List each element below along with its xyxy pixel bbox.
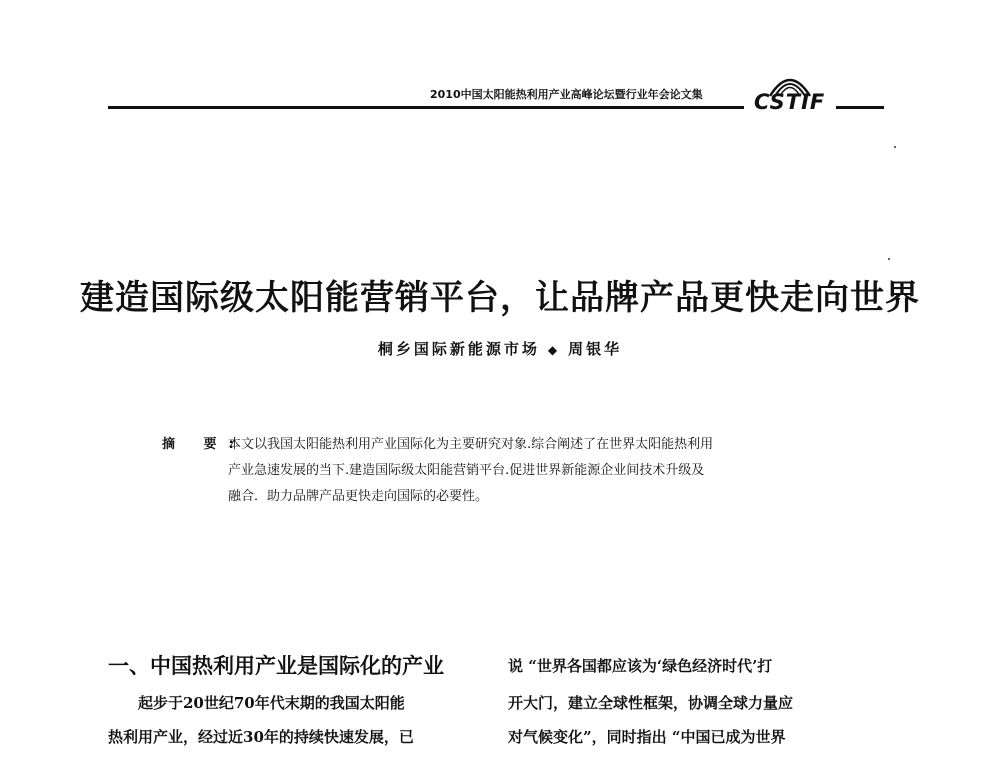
article-title: 建造国际级太阳能营销平台，让品牌产品更快走向世界 bbox=[80, 278, 920, 318]
header-rule-left bbox=[108, 106, 744, 109]
scan-speck bbox=[894, 146, 896, 148]
body-line: 开大门，建立全球性框架，协调全球力量应 bbox=[508, 694, 794, 712]
body-column-left bbox=[108, 646, 480, 754]
byline bbox=[0, 338, 1000, 359]
abstract-line: 融合．助力品牌产品更快走向国际的必要性。 bbox=[228, 489, 489, 504]
byline-organization: 桐乡国际新能源市场 bbox=[377, 340, 540, 358]
abstract-label: 摘 要: bbox=[162, 437, 246, 452]
byline-author: 周银华 bbox=[568, 340, 623, 358]
section-heading: 一、中国热利用产业是国际化的产业 bbox=[108, 653, 444, 678]
abstract-line: 产业急速发展的当下.建造国际级太阳能营销平台.促进世界新能源企业间技术升级及 bbox=[228, 463, 705, 478]
body-line: 说 “世界各国都应该为‘绿色经济时代’打 bbox=[508, 657, 773, 675]
diamond-separator-icon: ◆ bbox=[547, 343, 561, 357]
scan-speck bbox=[888, 258, 890, 260]
abstract-line: 本文以我国太阳能热利用产业国际化为主要研究对象.综合阐述了在世界太阳能热利用 bbox=[228, 437, 714, 452]
header-rule-right bbox=[836, 106, 884, 109]
body-line: 起步于20世纪70年代末期的我国太阳能 bbox=[138, 694, 405, 712]
proceedings-header: 2010中国太阳能热利用产业高峰论坛暨行业年会论文集 bbox=[430, 88, 703, 101]
cstif-logo-text: CSTIF bbox=[754, 90, 826, 114]
body-line: 热利用产业，经过近30年的持续快速发展，已 bbox=[108, 728, 414, 746]
body-column-right bbox=[508, 646, 888, 754]
body-line: 对气候变化”，同时指出 “中国已成为世界 bbox=[508, 728, 786, 746]
